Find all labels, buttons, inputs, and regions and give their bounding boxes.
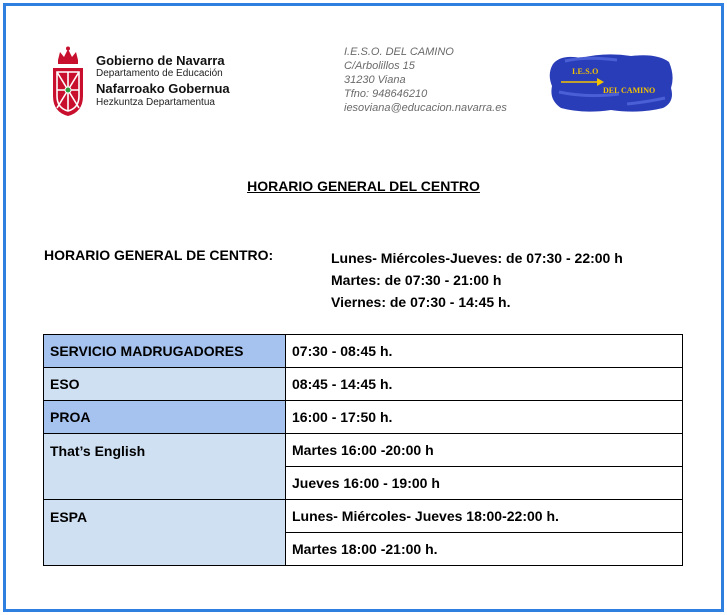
service-label: SERVICIO MADRUGADORES <box>44 335 286 368</box>
schedule-table <box>43 334 683 566</box>
gov-name-es: Gobierno de Navarra <box>96 53 225 68</box>
table-row <box>44 500 683 533</box>
general-hours-label: HORARIO GENERAL DE CENTRO: <box>44 247 274 263</box>
service-time: Martes 16:00 -20:00 h <box>286 434 683 467</box>
gov-name-eu: Nafarroako Gobernua <box>96 81 230 97</box>
service-time: Jueves 16:00 - 19:00 h <box>286 467 683 500</box>
general-hours-line: Martes: de 07:30 - 21:00 h <box>331 272 502 288</box>
school-phone: Tfno: 948646210 <box>344 88 428 100</box>
table-row <box>44 434 683 467</box>
service-time: Martes 18:00 -21:00 h. <box>286 533 683 566</box>
table-row <box>44 335 683 368</box>
school-logo-icon <box>547 52 675 114</box>
school-address <box>344 45 507 115</box>
badge-text-top: I.E.S.O <box>572 67 599 76</box>
service-time: 07:30 - 08:45 h. <box>286 335 683 368</box>
service-label: ESO <box>44 368 286 401</box>
general-hours-line: Viernes: de 07:30 - 14:45 h. <box>331 294 511 310</box>
badge-text-bottom: DEL CAMINO <box>603 86 656 95</box>
school-email: iesoviana@educacion.navarra.es <box>344 102 507 114</box>
service-time: 08:45 - 14:45 h. <box>286 368 683 401</box>
page-title: HORARIO GENERAL DEL CENTRO <box>247 178 480 194</box>
service-time: 16:00 - 17:50 h. <box>286 401 683 434</box>
service-label: ESPA <box>44 500 286 566</box>
general-hours-line: Lunes- Miércoles-Jueves: de 07:30 - 22:00 h <box>331 250 623 266</box>
service-time: Lunes- Miércoles- Jueves 18:00-22:00 h. <box>286 500 683 533</box>
school-name: I.E.S.O. DEL CAMINO <box>344 46 454 58</box>
table-row <box>44 368 683 401</box>
navarra-shield-icon <box>50 46 86 118</box>
general-hours <box>331 247 623 313</box>
service-label: PROA <box>44 401 286 434</box>
gov-dept-eu: Hezkuntza Departamentua <box>96 96 215 108</box>
gov-dept-es: Departamento de Educación <box>96 68 223 80</box>
government-name <box>96 54 230 111</box>
school-city: 31230 Viana <box>344 74 406 86</box>
school-street: C/Arbolillos 15 <box>344 60 415 72</box>
table-row <box>44 401 683 434</box>
service-label: That’s English <box>44 434 286 500</box>
